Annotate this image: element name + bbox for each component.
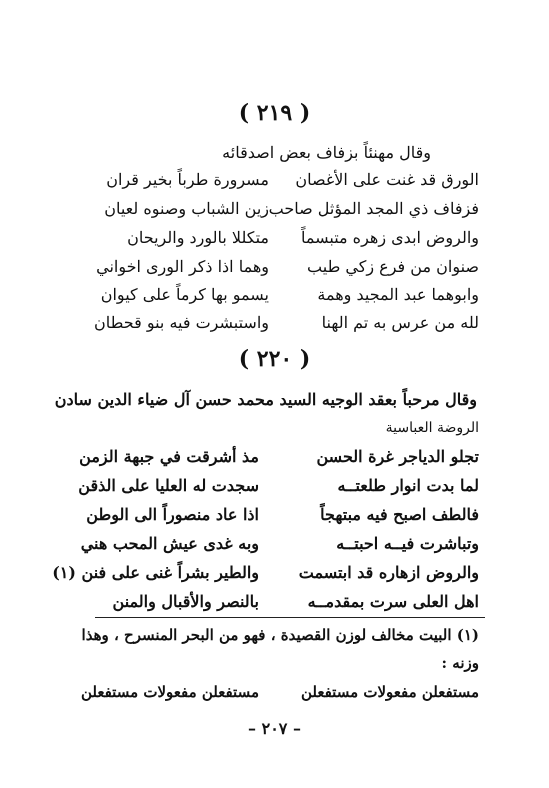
footnote-divider: [95, 617, 485, 618]
verse-second-half: يسمو بها كرماً على كيوان: [100, 285, 269, 304]
verse-second-half: زين الشباب وصنوه لعيان: [104, 199, 269, 218]
verse-line: [0, 505, 549, 531]
poem-219-number: ( ٢١٩ ): [238, 100, 311, 126]
verse-line: [0, 476, 549, 502]
verse-second-half: والطير بشراً غنى على فنن (١): [52, 563, 259, 582]
poem-220-intro-continued: الروضة العباسية: [385, 420, 479, 436]
verse-first-half: صنوان من فرع زكي طيب: [307, 257, 479, 276]
poem-220-intro: وقال مرحباً بعقد الوجيه السيد محمد حسن آل ضياء الدين سادن: [54, 390, 477, 409]
verse-line: [0, 285, 549, 311]
verse-line: [0, 199, 549, 225]
footnote-text-continued: وزنه :: [441, 654, 479, 672]
verse-first-half: والروض ابدى زهره متبسماً: [300, 228, 479, 247]
verse-first-half: الورق قد غنت على الأغصان: [295, 170, 479, 189]
poem-219-intro: وقال مهنئاً بزفاف بعض اصدقائه: [222, 143, 431, 162]
meter-second-half: مستفعلن مفعولات مستفعلن: [80, 683, 259, 701]
verse-first-half: تجلو الدياجر غرة الحسن: [316, 447, 479, 466]
verse-line: [0, 447, 549, 473]
page-number: – ٢٠٧ –: [248, 719, 301, 738]
verse-second-half: مسرورة طرباً بخير قران: [106, 170, 269, 189]
verse-first-half: وتباشرت فيــه احبتــه: [336, 534, 479, 553]
verse-second-half: متكللا بالورد والريحان: [127, 228, 269, 247]
verse-line: [0, 228, 549, 254]
verse-second-half: سجدت له العليا على الذقن: [78, 476, 259, 495]
verse-line: [0, 534, 549, 560]
verse-line: [0, 313, 549, 339]
verse-second-half: مذ أشرقت في جبهة الزمن: [79, 447, 259, 466]
poem-220-number: ( ٢٢٠ ): [238, 346, 311, 372]
verse-line: [0, 257, 549, 283]
verse-second-half: بالنصر والأقبال والمنن: [112, 592, 259, 611]
verse-first-half: فزفاف ذي المجد المؤثل صاحب: [268, 199, 479, 218]
verse-first-half: لما بدت انوار طلعتــه: [337, 476, 479, 495]
verse-second-half: اذا عاد منصوراً الى الوطن: [86, 505, 259, 524]
meter-first-half: مستفعلن مفعولات مستفعلن: [300, 683, 479, 701]
verse-first-half: لله من عرس به تم الهنا: [321, 313, 479, 332]
verse-first-half: وابوهما عبد المجيد وهمة: [317, 285, 479, 304]
verse-line: [0, 592, 549, 618]
verse-second-half: وبه غدى عيش المحب هني: [80, 534, 259, 553]
verse-first-half: والروض ازهاره قد ابتسمت: [298, 563, 479, 582]
verse-first-half: اهل العلى سرت بمقدمــه: [307, 592, 479, 611]
verse-line: [0, 563, 549, 589]
verse-first-half: فالطف اصبح فيه مبتهجاً: [320, 505, 479, 524]
footnote-text: (١) البيت مخالف لوزن القصيدة ، فهو من البحر المنسرح ، وهذا: [81, 626, 479, 644]
verse-line: [0, 170, 549, 196]
verse-second-half: وهما اذا ذكر الورى اخواني: [96, 257, 269, 276]
verse-second-half: واستبشرت فيه بنو قحطان: [94, 313, 269, 332]
